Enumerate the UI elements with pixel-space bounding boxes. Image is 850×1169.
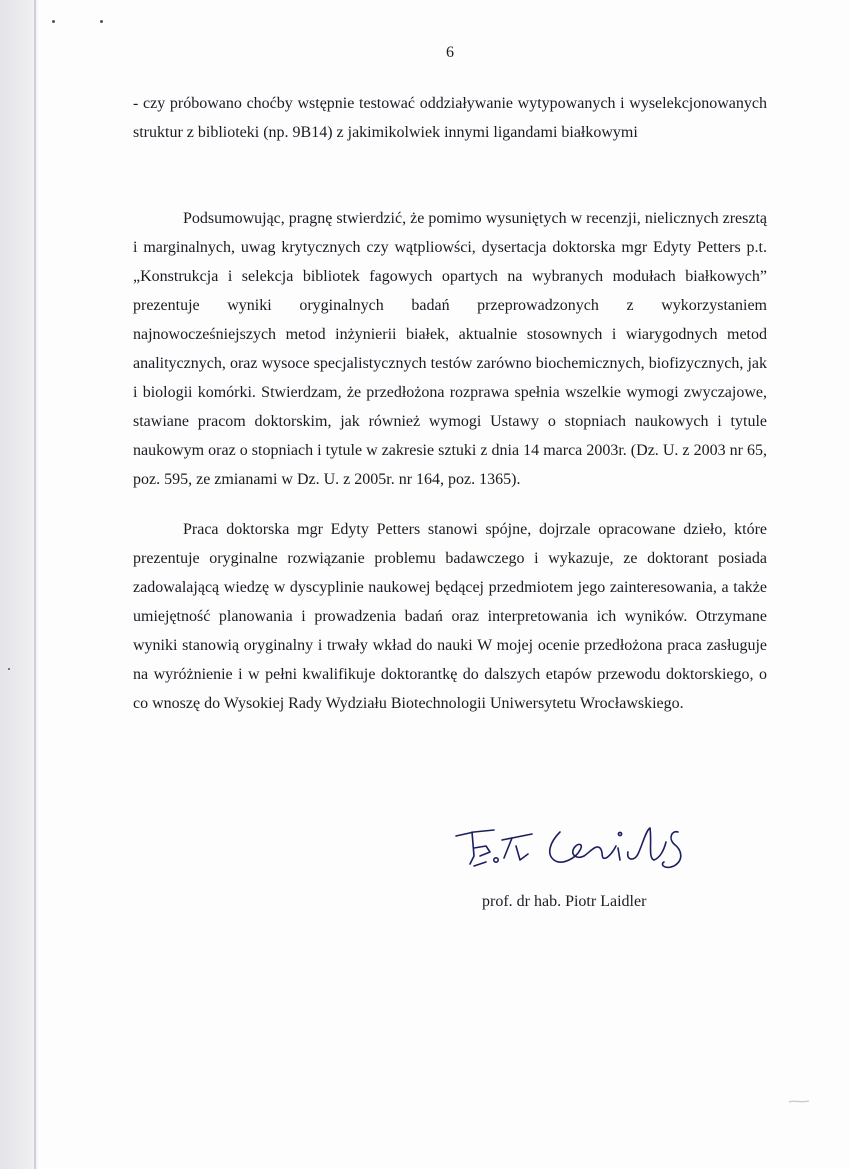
scan-speck	[8, 668, 10, 670]
summary-paragraph: Podsumowując, pragnę stwierdzić, że pomimo wysuniętych w recenzji, nielicznych zresztą i marginalnych, uwag krytycznych czy wątpliowści, dysertacja doktorska mgr Edyty Petters p.t. „Konstrukcja i selekcja bibliotek fagowych opartych na wybranych modułach białkowych” prezentuje wyniki oryginalnych badań przeprowadzonych z wykorzystaniem najnowocześniejszych metod inżynierii białek, aktualnie stosownych i wiarygodnych metod analitycznych, oraz wysoce specjalistycznych testów zarówno biochemicznych, biofizycznych, jak i biologii komórki. Stwierdzam, że przedłożona rozprawa spełnia wszelkie wymogi zwyczajowe, stawiane pracom doktorskim, jak również wymogi Ustawy o stopniach naukowych i tytule naukowym oraz o stopniach i tytule w zakresie sztuki z dnia 14 marca 2003r. (Dz. U. z 2003 nr 65, poz. 595, ze zmianami w Dz. U. z 2005r. nr 164, poz. 1365).	[133, 210, 767, 488]
scan-speck	[100, 20, 103, 23]
scan-smudge	[788, 1098, 810, 1104]
page-number: 6	[446, 44, 454, 61]
question-item: - czy próbowano choćby wstępnie testować oddziaływanie wytypowanych i wyselekcjonowanych struktur z biblioteki (np. 9B14) z jakimikolwiek innymi ligandami białkowymi	[133, 95, 767, 141]
conclusion-paragraph: Praca doktorska mgr Edyty Petters stanowi spójne, dojrzale opracowane dzieło, które prezentuje oryginalne rozwiązanie problemu badawczego i wykazuje, ze doktorant posiada zadowalającą wiedzę w dyscyplinie naukowej będącej przedmiotem jego zainteresowania, a także umiejętność planowania i prowadzenia badań oraz interpretowania ich wyników. Otrzymane wyniki stanowią oryginalny i trwały wkład do nauki W mojej ocenie przedłożona praca zasługuje na wyróżnienie i w pełni kwalifikuje doktorantkę do dalszych etapów przewodu doktorskiego, o co wnoszę do Wysokiej Rady Wydziału Biotechnologii Uniwersytetu Wrocławskiego.	[133, 521, 767, 712]
signer-name: prof. dr hab. Piotr Laidler	[482, 893, 647, 910]
handwritten-signature	[450, 820, 750, 890]
scan-margin-line	[34, 0, 36, 1169]
scan-margin-shadow	[0, 0, 38, 1169]
scan-speck	[52, 20, 55, 23]
